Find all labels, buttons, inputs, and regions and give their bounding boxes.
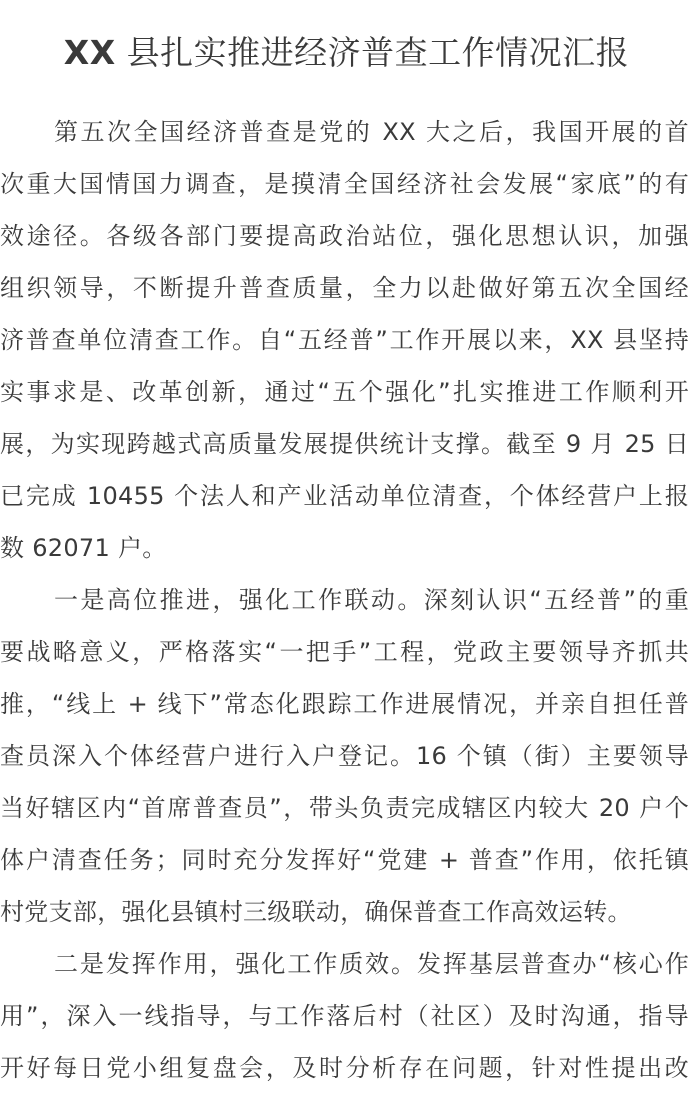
text-line: 查员深入个体经营户进行入户登记。16 个镇（街）主要领导 — [0, 742, 689, 770]
text-line: 效途径。各级各部门要提高政治站位，强化思想认识，加强 — [0, 222, 689, 250]
text-line: 次重大国情国力调查，是摸清全国经济社会发展“家底”的有 — [0, 170, 689, 198]
text-line: 当好辖区内“首席普查员”，带头负责完成辖区内较大 20 户个 — [0, 794, 689, 822]
text-line: 展，为实现跨越式高质量发展提供统计支撑。截至 9 月 25 日 — [0, 430, 689, 458]
document-body — [0, 106, 693, 1094]
text-line: 济普查单位清查工作。自“五经普”工作开展以来，XX 县坚持 — [0, 326, 689, 354]
text-line: 二是发挥作用，强化工作质效。发挥基层普查办“核心作 — [54, 950, 689, 978]
text-line: 实事求是、改革创新，通过“五个强化”扎实推进工作顺利开 — [0, 378, 689, 406]
text-line: 要战略意义，严格落实“一把手”工程，党政主要领导齐抓共 — [0, 638, 689, 666]
text-line: 数 62071 户。 — [0, 534, 167, 562]
text-line: 推，“线上 + 线下”常态化跟踪工作进展情况，并亲自担任普 — [0, 690, 689, 718]
text-line: 第五次全国经济普查是党的 XX 大之后，我国开展的首 — [54, 118, 689, 146]
text-line: 一是高位推进，强化工作联动。深刻认识“五经普”的重 — [54, 586, 689, 614]
title-prefix: XX — [63, 33, 116, 72]
text-line: 已完成 10455 个法人和产业活动单位清查，个体经营户上报 — [0, 482, 689, 510]
text-line: 开好每日党小组复盘会，及时分析存在问题，针对性提出改 — [0, 1054, 689, 1082]
title-rest: 县扎实推进经济普查工作情况汇报 — [115, 33, 630, 72]
text-line: 组织领导，不断提升普查质量，全力以赴做好第五次全国经 — [0, 274, 689, 302]
text-line: 用”，深入一线指导，与工作落后村（社区）及时沟通，指导 — [0, 1002, 689, 1030]
document-title — [0, 28, 693, 78]
text-line: 村党支部，强化县镇村三级联动，确保普查工作高效运转。 — [0, 898, 632, 926]
text-line: 体户清查任务；同时充分发挥好“党建 + 普查”作用，依托镇 — [0, 846, 689, 874]
